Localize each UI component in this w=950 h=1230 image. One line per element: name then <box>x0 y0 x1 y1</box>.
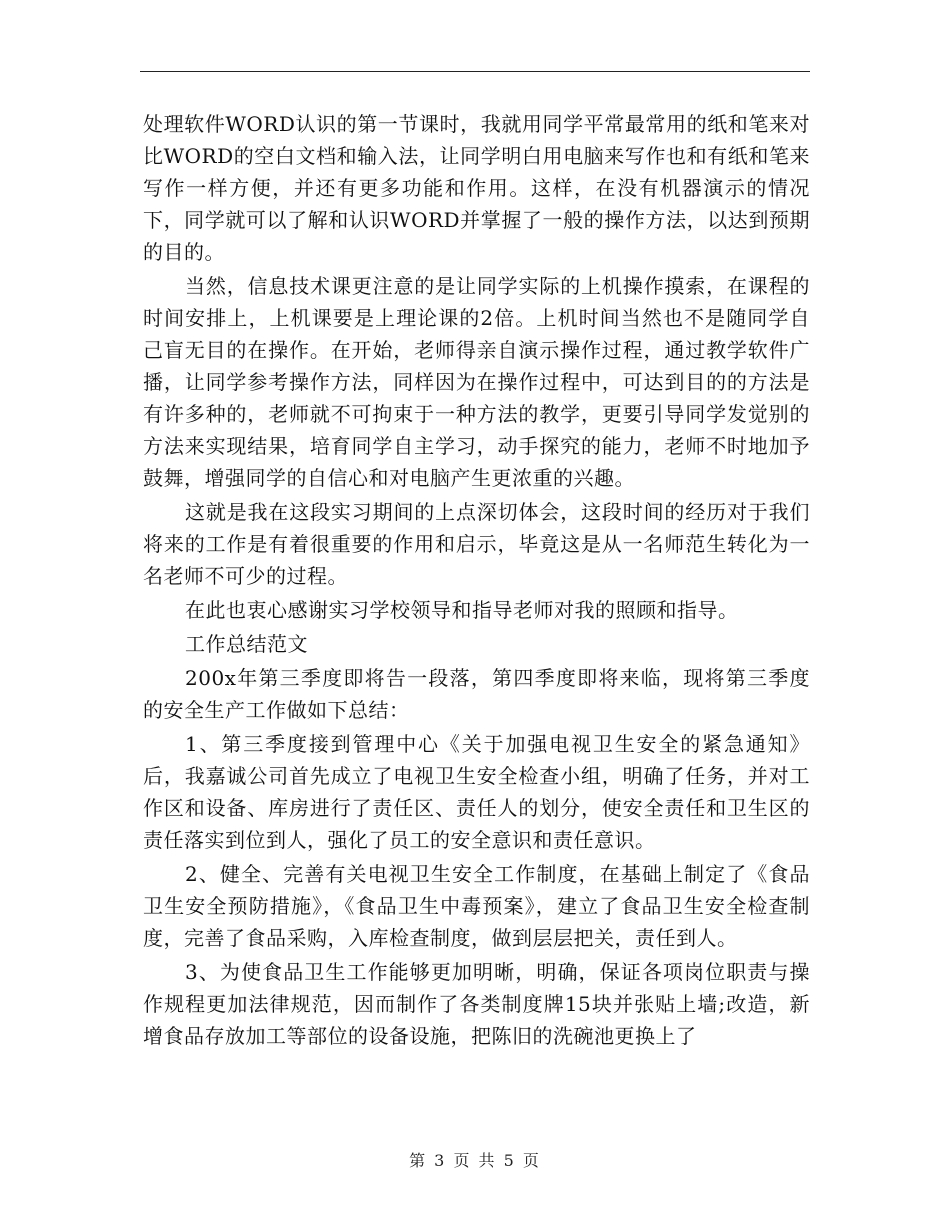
paragraph: 这就是我在这段实习期间的上点深切体会，这段时间的经历对于我们将来的工作是有着很重要的作用和启示，毕竟这是从一名师范生转化为一名老师不可少的过程。 <box>143 500 810 588</box>
paragraph: 2、健全、完善有关电视卫生安全工作制度，在基础上制定了《食品卫生安全预防措施》，《食品卫生中毒预案》，建立了食品卫生安全检查制度，完善了食品采购，入库检查制度，做到层层把关，责任到人。 <box>143 862 810 950</box>
paragraph: 1、第三季度接到管理中心《关于加强电视卫生安全的紧急通知》后，我嘉诚公司首先成立了电视卫生安全检查小组，明确了任务，并对工作区和设备、库房进行了责任区、责任人的划分，使安全责任和卫生区的责任落实到位到人，强化了员工的安全意识和责任意识。 <box>143 732 810 852</box>
header-divider <box>140 71 810 72</box>
page-number-footer: 第 3 页 共 5 页 <box>409 1151 541 1170</box>
paragraph: 200x年第三季度即将告一段落，第四季度即将来临，现将第三季度的安全生产工作做如下总结： <box>143 666 810 722</box>
paragraph: 处理软件WORD认识的第一节课时，我就用同学平常最常用的纸和笔来对比WORD的空白文档和输入法，让同学明白用电脑来写作也和有纸和笔来写作一样方便，并还有更多功能和作用。这样，在没有机器演示的情况下，同学就可以了解和认识WORD并掌握了一般的操作方法，以达到预期的目的。 <box>143 112 810 264</box>
paragraph: 3、为使食品卫生工作能够更加明晰，明确，保证各项岗位职责与操作规程更加法律规范，因而制作了各类制度牌15块并张贴上墙;改造，新增食品存放加工等部位的设备设施，把陈旧的洗碗池更换上了 <box>143 960 810 1048</box>
document-body <box>143 108 810 1054</box>
section-heading: 工作总结范文 <box>185 632 308 656</box>
paragraph: 当然，信息技术课更注意的是让同学实际的上机操作摸索，在课程的时间安排上，上机课要是上理论课的2倍。上机时间当然也不是随同学自己盲无目的在操作。在开始，老师得亲自演示操作过程，通过教学软件广播，让同学参考操作方法，同样因为在操作过程中，可达到目的的方法是有许多种的，老师就不可拘束于一种方法的教学，更要引导同学发觉别的方法来实现结果，培育同学自主学习，动手探究的能力，老师不时地加予鼓舞，增强同学的自信心和对电脑产生更浓重的兴趣。 <box>143 274 810 490</box>
paragraph: 在此也衷心感谢实习学校领导和指导老师对我的照顾和指导。 <box>185 598 739 622</box>
